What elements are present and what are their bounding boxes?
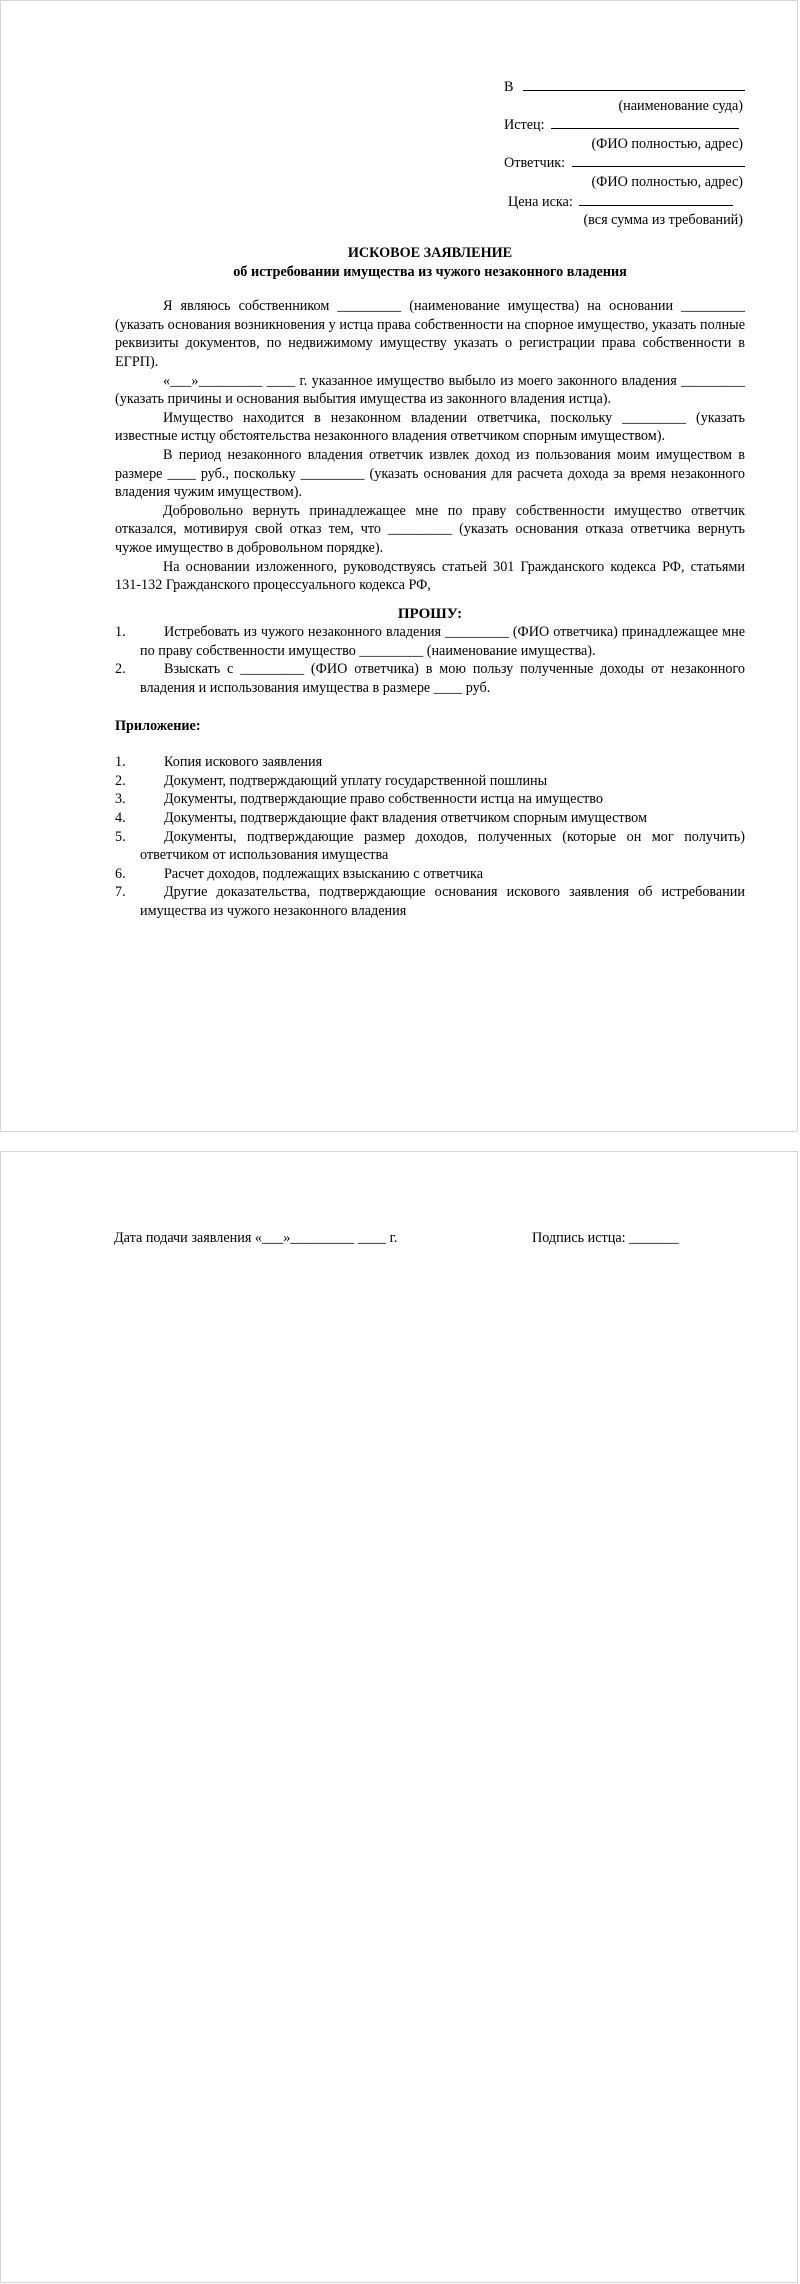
appendix-item-text: Копия искового заявления: [164, 754, 323, 771]
appendix-item-number: 5.: [115, 828, 126, 845]
plaintiff-signature: Подпись истца: _______: [532, 1230, 679, 1246]
plaintiff-blank: [551, 115, 739, 129]
court-row: [504, 77, 745, 97]
appendix-item-number: 3.: [115, 791, 126, 808]
appendix-item-text: Расчет доходов, подлежащих взысканию с ответчика: [164, 865, 484, 882]
paragraph-possession: Имущество находится в незаконном владении ответчика, поскольку _________ (указать известные истцу обстоятельства незаконного владения ответчиком спорным имуществом).: [115, 409, 745, 445]
paragraph-income: В период незаконного владения ответчик извлек доход из пользования моим имуществом в размере ____ руб., поскольку _________ (указать основания для расчета дохода за время незаконного владения чужим имуществом).: [115, 446, 745, 501]
appendix-item-number: 1.: [115, 754, 126, 771]
paragraph-ownership: Я являюсь собственником _________ (наименование имущества) на основании _________ (указать основания возникновения у истца права собственности на спорное имущество, указать полные реквизиты документов, по недвижимому имуществу указать о регистрации права собственности в ЕГРП).: [115, 298, 745, 370]
plaintiff-label: Истец:: [504, 117, 545, 134]
court-label: В: [504, 79, 514, 95]
request-item-text: Взыскать с _________ (ФИО ответчика) в мою пользу полученные доходы от незаконного владения и использования имущества в размере ____ руб.: [140, 661, 745, 697]
appendix-list: [115, 753, 745, 920]
request-item-number: 2.: [115, 661, 126, 678]
defendant-label: Ответчик:: [504, 155, 566, 172]
appendix-item-number: 6.: [115, 865, 126, 882]
request-item-text: Истребовать из чужого незаконного владения _________ (ФИО ответчика) принадлежащее мне по праву собственности имущество _________ (наименование имущества).: [140, 624, 745, 659]
defendant-hint: (ФИО полностью, адрес): [591, 173, 743, 190]
plaintiff-hint: (ФИО полностью, адрес): [591, 135, 743, 152]
plaintiff-row: [504, 115, 745, 135]
price-hint: (вся сумма из требований): [583, 212, 743, 229]
appendix-item: [115, 753, 745, 772]
paragraph-loss: «___»_________ ____ г. указанное имущество выбыло из моего законного владения _________ (указать причины и основания выбытия имущества из законного владения истца).: [115, 372, 745, 408]
document-title: ИСКОВОЕ ЗАЯВЛЕНИЕ: [347, 245, 513, 261]
appendix-item: [115, 828, 745, 865]
appendix-item: [115, 790, 745, 809]
document-body: [115, 244, 745, 921]
appendix-item-text: Документ, подтверждающий уплату государственной пошлины: [164, 772, 548, 789]
court-hint: (наименование суда): [618, 97, 743, 114]
request-item-number: 1.: [115, 624, 126, 641]
paragraph-legal-basis: На основании изложенного, руководствуясь статьей 301 Гражданского кодекса РФ, статьями 131-132 Гражданского процессуального кодекса РФ,: [115, 558, 745, 594]
document-subtitle: об истребовании имущества из чужого незаконного владения: [233, 263, 627, 280]
paragraph-refusal: Добровольно вернуть принадлежащее мне по праву собственности имущество ответчик отказался, мотивируя свой отказ тем, что _________ (указать основания отказа ответчика вернуть чужое имущество в добровольном порядке).: [115, 502, 745, 556]
price-blank: [579, 192, 733, 206]
appendix-item: [115, 772, 745, 791]
filing-date: Дата подачи заявления «___»_________ ____ г.: [114, 1230, 398, 1246]
court-blank: [523, 77, 745, 91]
appendix-item: [115, 865, 745, 884]
price-row: [504, 192, 745, 212]
appendix-item-number: 7.: [115, 884, 126, 901]
addressee-block: [504, 77, 745, 230]
request-heading: ПРОШУ:: [397, 605, 463, 622]
appendix-item-number: 2.: [115, 772, 126, 789]
defendant-blank: [572, 153, 745, 167]
defendant-row: [504, 153, 745, 173]
appendix-item-number: 4.: [115, 810, 126, 827]
document-page-2: [0, 1151, 798, 2283]
appendix-item-text: Документы, подтверждающие факт владения ответчиком спорным имуществом: [164, 810, 647, 827]
request-item: [115, 623, 745, 660]
appendix-heading: Приложение:: [115, 717, 201, 734]
request-item: [115, 660, 745, 697]
appendix-item-text: Документы, подтверждающие размер доходов, полученных (которые он мог получить) ответчиком от использования имущества: [140, 828, 745, 864]
price-label: Цена иска:: [508, 193, 573, 210]
appendix-item-text: Другие доказательства, подтверждающие основания искового заявления об истребовании имущества из чужого незаконного владения: [140, 884, 745, 919]
request-list: [115, 623, 745, 697]
document-page-1: [0, 0, 798, 1132]
appendix-item: [115, 883, 745, 920]
appendix-item-text: Документы, подтверждающие право собственности истца на имущество: [164, 791, 603, 808]
appendix-item: [115, 809, 745, 828]
